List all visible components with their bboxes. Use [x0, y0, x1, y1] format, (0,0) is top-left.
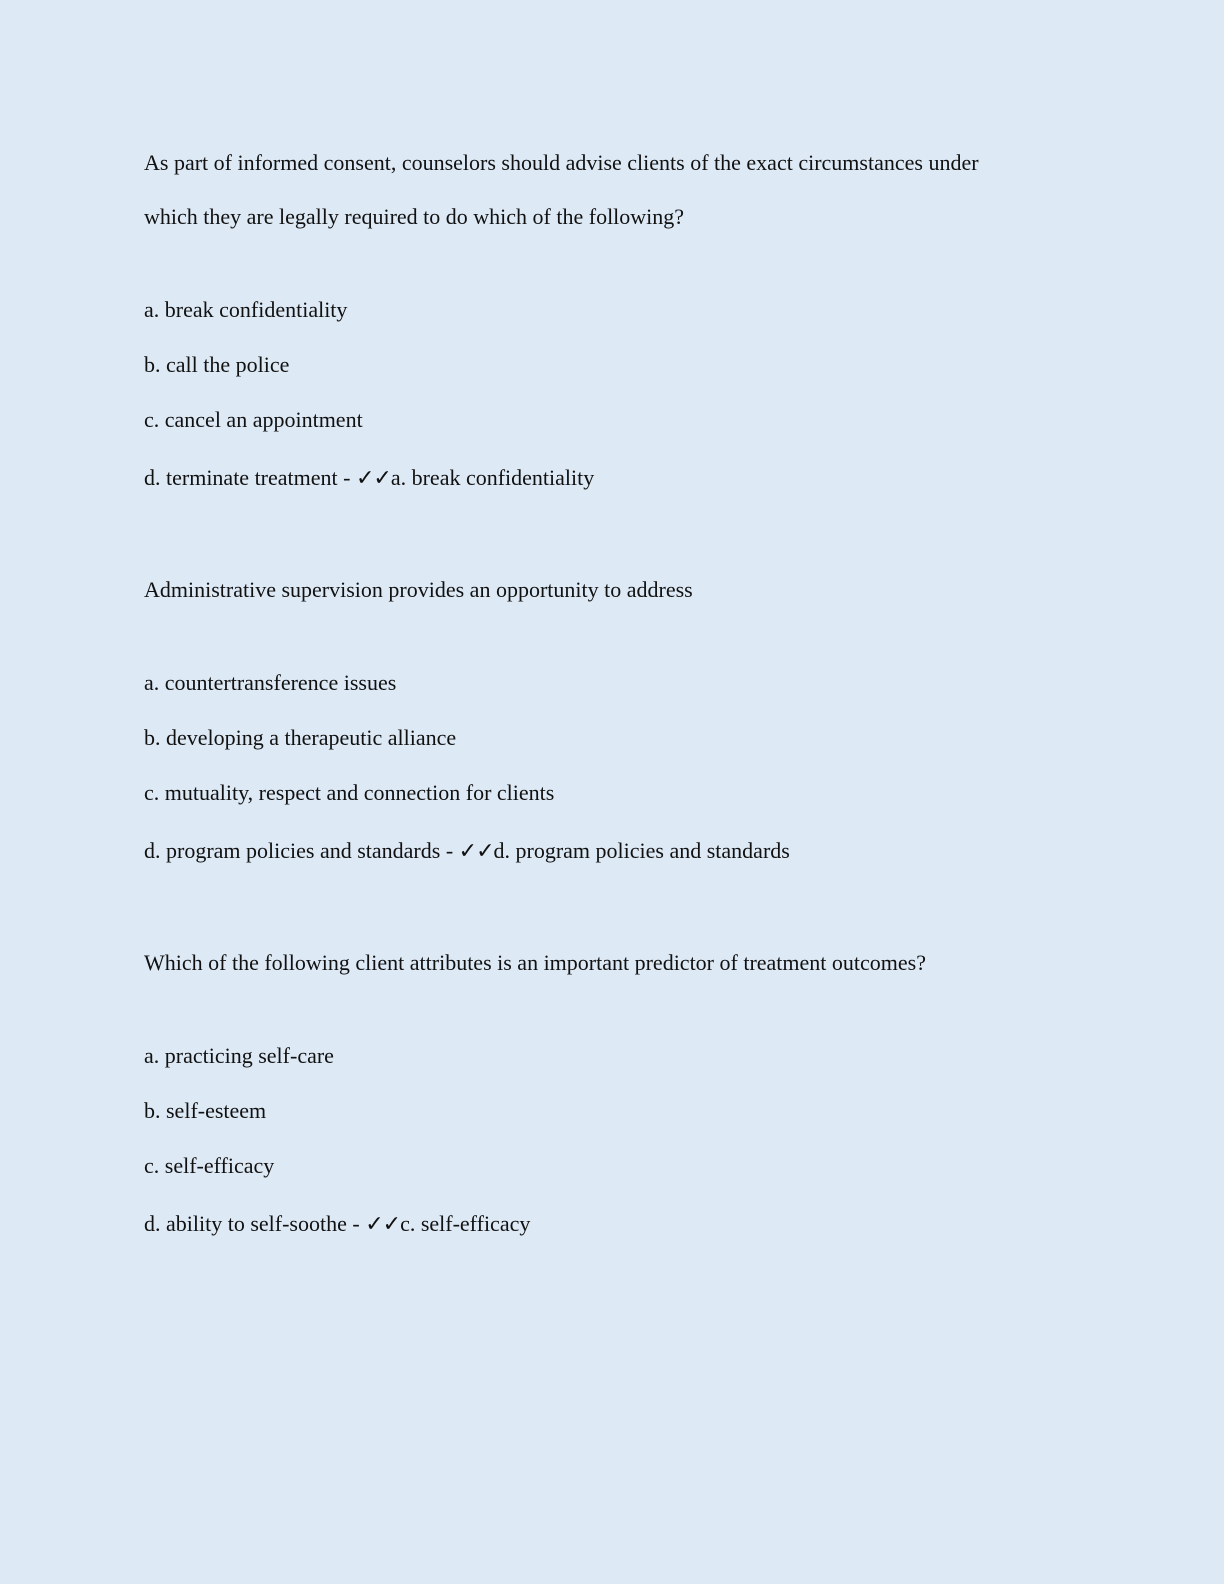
- question-3-option-d-text: d. ability to self-soothe -: [144, 1211, 366, 1236]
- check-marks-icon: ✓✓: [458, 839, 494, 864]
- question-3-line-1: Which of the following client attributes is an important predictor of treatment outcomes?: [144, 950, 926, 975]
- question-2-option-a: a. countertransference issues: [144, 670, 397, 695]
- question-2-text: [144, 563, 1084, 617]
- question-3-options: [144, 1028, 1084, 1251]
- question-1-options: [144, 282, 1084, 505]
- question-3-option-b: b. self-esteem: [144, 1098, 267, 1123]
- question-block-1: [144, 136, 1084, 505]
- question-3-text: [144, 936, 1084, 990]
- question-3-answer: c. self-efficacy: [400, 1211, 531, 1236]
- question-2-line-1: Administrative supervision provides an opportunity to address: [144, 577, 693, 602]
- question-2-option-d: [144, 820, 1084, 878]
- spacer: [144, 878, 1084, 936]
- question-2-option-d-text: d. program policies and standards -: [144, 838, 459, 863]
- question-3-option-a: a. practicing self-care: [144, 1043, 334, 1068]
- question-1-option-d: [144, 447, 1084, 505]
- question-1-text: [144, 136, 1084, 244]
- check-marks-icon: ✓✓: [355, 466, 391, 491]
- document-page: [144, 136, 1084, 1251]
- check-marks-icon: ✓✓: [365, 1212, 401, 1237]
- question-3-option-d: [144, 1193, 1084, 1251]
- question-block-3: [144, 936, 1084, 1251]
- question-3-option-c: c. self-efficacy: [144, 1153, 275, 1178]
- question-1-answer: a. break confidentiality: [390, 465, 595, 490]
- question-1-option-c: c. cancel an appointment: [144, 407, 363, 432]
- question-block-2: [144, 563, 1084, 878]
- spacer: [144, 505, 1084, 563]
- question-2-option-c: c. mutuality, respect and connection for clients: [144, 780, 555, 805]
- question-1-line-2: which they are legally required to do which of the following?: [144, 204, 685, 229]
- question-2-answer: d. program policies and standards: [493, 838, 790, 863]
- question-1-option-d-text: d. terminate treatment -: [144, 465, 356, 490]
- question-1-option-b: b. call the police: [144, 352, 290, 377]
- question-2-option-b: b. developing a therapeutic alliance: [144, 725, 457, 750]
- question-2-options: [144, 655, 1084, 878]
- question-1-option-a: a. break confidentiality: [144, 297, 348, 322]
- question-1-line-1: As part of informed consent, counselors should advise clients of the exact circumstances under: [144, 150, 979, 175]
